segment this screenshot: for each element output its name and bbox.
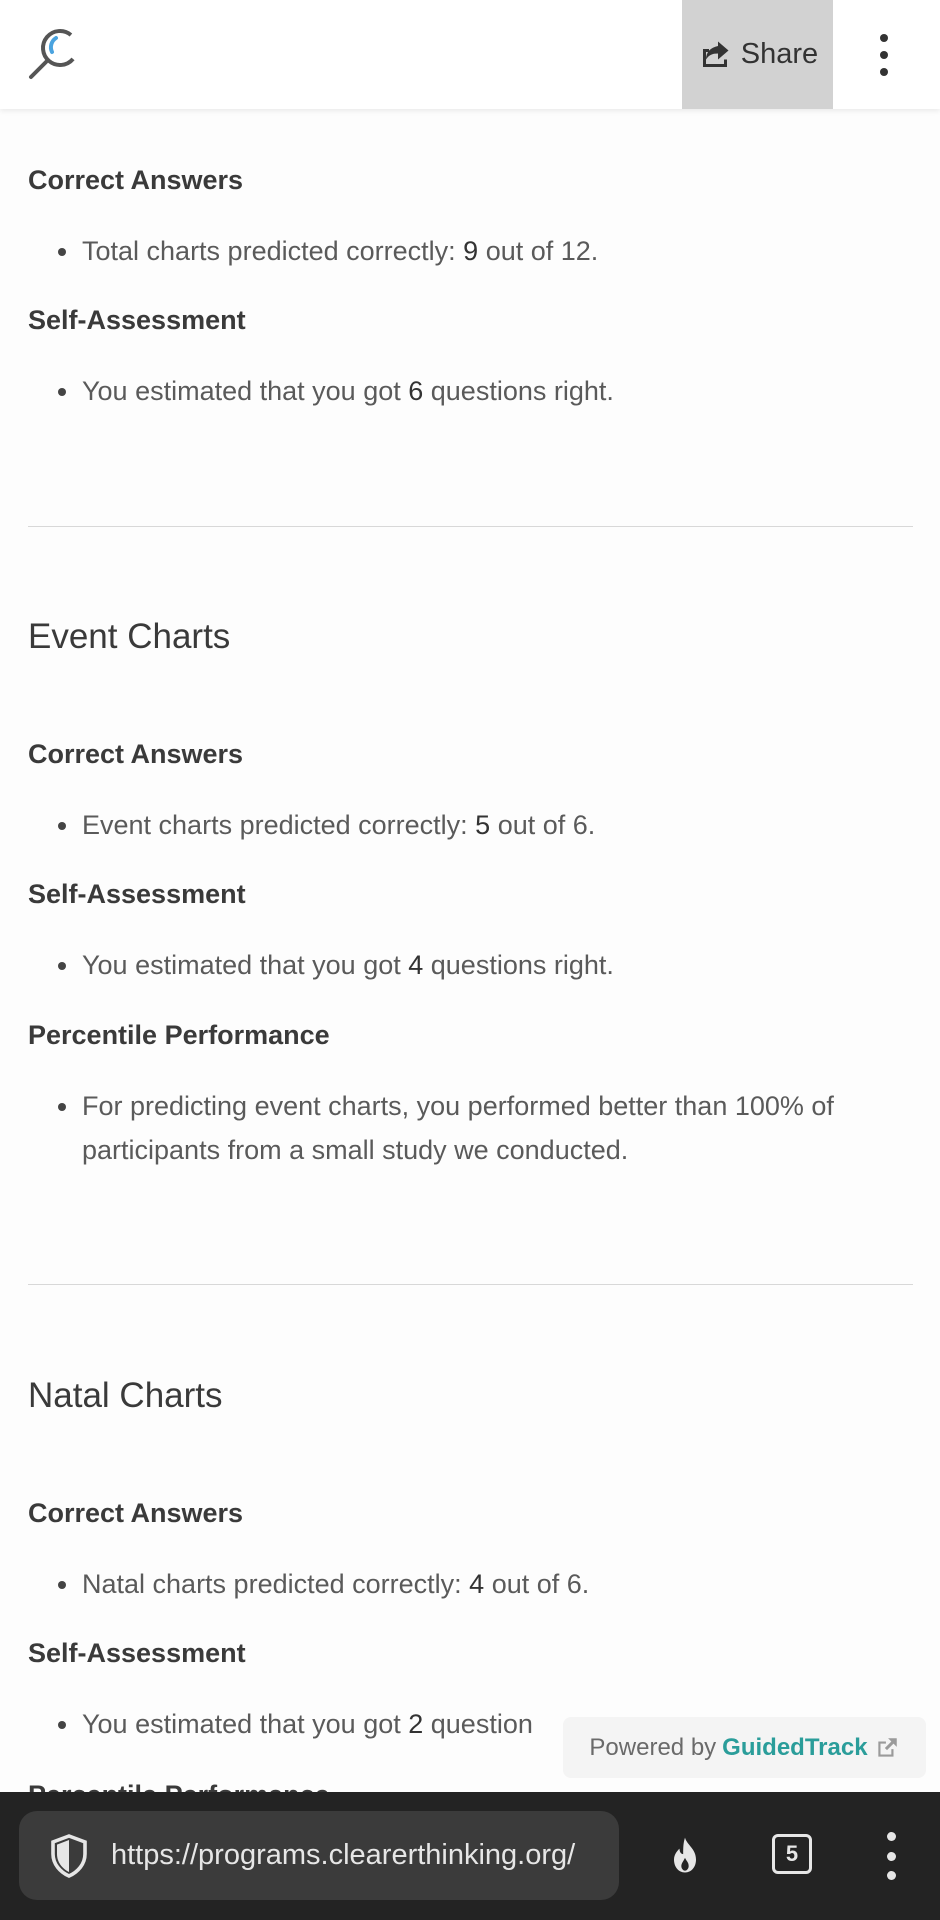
event-percentile-heading: Percentile Performance (28, 1020, 330, 1050)
share-label: Share (740, 38, 819, 70)
self-assessment-heading: Self-Assessment (28, 305, 246, 335)
address-bar[interactable] (19, 1811, 619, 1900)
total-correct-item: Total charts predicted correctly: 9 out of 12. (56, 229, 902, 273)
guidedtrack-link[interactable]: GuidedTrack (722, 1733, 868, 1761)
event-correct-item: Event charts predicted correctly: 5 out of 6. (56, 803, 902, 847)
natal-correct-item: Natal charts predicted correctly: 4 out of 6. (56, 1562, 902, 1606)
natal-charts-title: Natal Charts (28, 1376, 223, 1415)
natal-correct-heading: Correct Answers (28, 1498, 244, 1528)
powered-by-badge[interactable] (563, 1717, 926, 1778)
shield-icon[interactable] (45, 1832, 93, 1880)
overflow-menu-icon[interactable] (868, 34, 900, 76)
share-button[interactable] (682, 0, 833, 109)
powered-by-label: Powered by (589, 1733, 717, 1761)
clearer-thinking-logo-icon[interactable] (26, 24, 86, 84)
event-percentile-item: For predicting event charts, you performed better than 100% of participants from a small study we conducted. (56, 1084, 902, 1172)
top-app-bar (0, 0, 940, 109)
natal-self-heading: Self-Assessment (28, 1638, 246, 1668)
browser-bottom-bar (0, 1792, 940, 1920)
self-estimate-item: You estimated that you got 6 questions right. (56, 369, 902, 413)
section-divider (28, 1284, 913, 1285)
event-self-heading: Self-Assessment (28, 879, 246, 909)
external-link-icon (874, 1735, 900, 1761)
natal-self-item: You estimated that you got 2 question (56, 1702, 902, 1746)
section-divider (28, 526, 913, 527)
event-charts-title: Event Charts (28, 617, 231, 656)
tab-count-button[interactable]: 5 (772, 1834, 812, 1874)
fire-icon[interactable] (663, 1834, 707, 1878)
share-icon (697, 37, 733, 73)
browser-menu-icon[interactable] (884, 1832, 898, 1880)
url-text[interactable]: https://programs.clearerthinking.org/ (111, 1839, 576, 1871)
correct-answers-heading: Correct Answers (28, 165, 244, 195)
event-self-item: You estimated that you got 4 questions right. (56, 943, 902, 987)
event-correct-heading: Correct Answers (28, 739, 244, 769)
